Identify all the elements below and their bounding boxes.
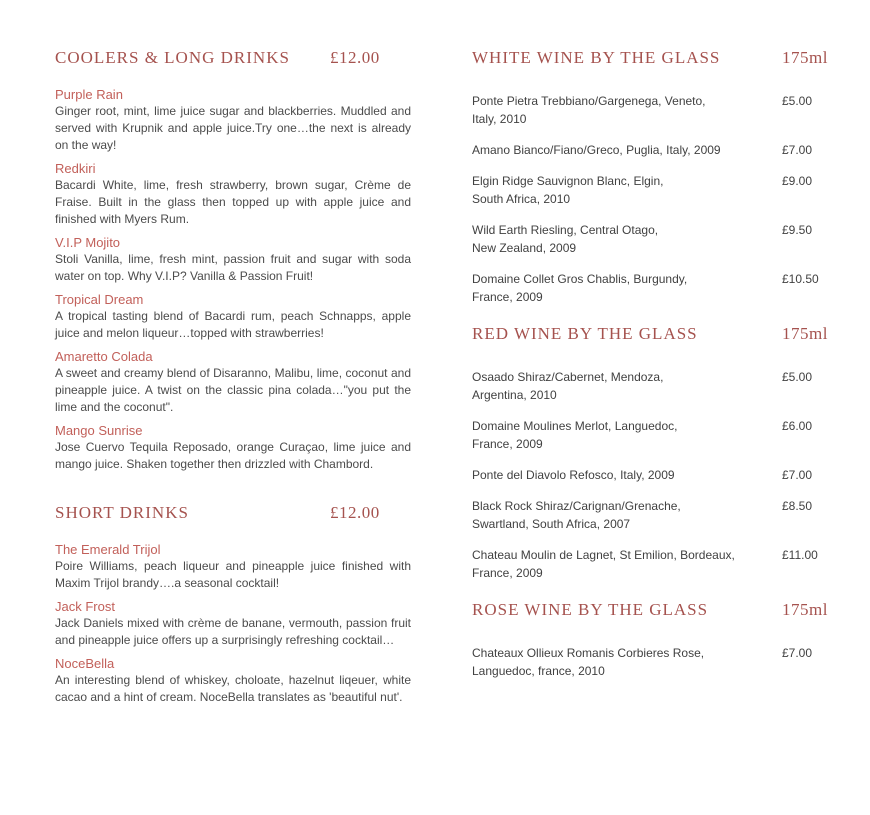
cocktail-description: Ginger root, mint, lime juice sugar and blackberries. Muddled and served with Krupnik and apple juice.Try one…the next is already on the way! [55, 104, 411, 152]
wine-price: £8.50 [782, 499, 813, 513]
cocktail-description: Poire Williams, peach liqueur and pineapple juice finished with Maxim Trijol brandy….a seasonal cocktail! [55, 559, 411, 590]
section-header [472, 600, 828, 620]
wine-name-line2: South Africa, 2010 [472, 192, 571, 206]
cocktail-description: Jose Cuervo Tequila Reposado, orange Curaçao, lime juice and mango juice. Shaken together then drizzled with Chambord. [55, 440, 411, 471]
cocktail-name: Jack Frost [55, 599, 115, 614]
glass-size-label: 175ml [782, 48, 828, 67]
cocktail-name: Amaretto Colada [55, 349, 153, 364]
wine-price: £7.00 [782, 468, 813, 482]
wine-price: £5.00 [782, 370, 813, 384]
wine-name-line1: Amano Bianco/Fiano/Greco, Puglia, Italy, 2009 [472, 143, 721, 157]
wine-name-line2: France, 2009 [472, 437, 543, 451]
wine-price: £6.00 [782, 419, 813, 433]
wine-name-line1: Ponte del Diavolo Refosco, Italy, 2009 [472, 468, 675, 482]
wine-row [472, 497, 822, 533]
wine-list [472, 92, 822, 306]
wine-name [472, 368, 782, 404]
wine-name [472, 497, 782, 533]
wine-name-line1: Osaado Shiraz/Cabernet, Mendoza, [472, 370, 664, 384]
wine-name-line2: Argentina, 2010 [472, 388, 557, 402]
cocktail-section [55, 48, 411, 473]
cocktail-item [55, 543, 411, 592]
section-title: ROSE WINE BY THE GLASS [472, 600, 709, 619]
wine-name-line2: France, 2009 [472, 566, 543, 580]
wine-row [472, 546, 822, 582]
glass-size-label: 175ml [782, 324, 828, 343]
section-header [55, 503, 411, 523]
wine-row [472, 92, 822, 128]
cocktail-section [55, 503, 411, 706]
wine-list [472, 644, 822, 680]
cocktail-item [55, 293, 411, 342]
wine-price: £10.50 [782, 272, 819, 286]
section-header [472, 48, 828, 68]
section-header [472, 324, 828, 344]
section-price: £12.00 [330, 503, 380, 522]
cocktail-description: Stoli Vanilla, lime, fresh mint, passion fruit and sugar with soda water on top. Why V.I.P? Vanilla & Passion Fruit! [55, 252, 411, 283]
cocktail-list [55, 88, 411, 473]
cocktail-name: Purple Rain [55, 87, 123, 102]
wine-name [472, 141, 782, 159]
wine-name-line2: Swartland, South Africa, 2007 [472, 517, 631, 531]
section-title: WHITE WINE BY THE GLASS [472, 48, 721, 67]
cocktail-name: Redkiri [55, 161, 96, 176]
wine-row [472, 172, 822, 208]
wine-name-line2: New Zealand, 2009 [472, 241, 577, 255]
cocktail-description: Bacardi White, lime, fresh strawberry, brown sugar, Crème de Fraise. Built in the glass then topped up with apple juice and finished with Myers Rum. [55, 178, 411, 226]
wine-name-line1: Domaine Moulines Merlot, Languedoc, [472, 419, 678, 433]
cocktail-description: Jack Daniels mixed with crème de banane, vermouth, passion fruit and pineapple juice offers up a surprisingly refreshing cocktail… [55, 616, 411, 647]
wine-price: £7.00 [782, 143, 813, 157]
cocktail-description: A tropical tasting blend of Bacardi rum, peach Schnapps, apple juice and melon liqueur…topped with strawberries! [55, 309, 411, 340]
cocktail-name: The Emerald Trijol [55, 542, 161, 557]
cocktail-name: Tropical Dream [55, 292, 144, 307]
cocktail-item [55, 236, 411, 285]
wine-price: £11.00 [782, 548, 818, 562]
wine-row [472, 221, 822, 257]
wine-list [472, 368, 822, 582]
wine-name-line1: Ponte Pietra Trebbiano/Gargenega, Veneto, [472, 94, 706, 108]
wine-price: £9.50 [782, 223, 813, 237]
wine-name-line1: Chateaux Ollieux Romanis Corbieres Rose, [472, 646, 705, 660]
wine-row [472, 270, 822, 306]
wine-price: £9.00 [782, 174, 813, 188]
wine-name [472, 270, 782, 306]
wine-section [472, 48, 828, 306]
wine-name-line2: Languedoc, france, 2010 [472, 664, 605, 678]
section-title: COOLERS & LONG DRINKS [55, 48, 290, 67]
wine-name-line1: Chateau Moulin de Lagnet, St Emilion, Bordeaux, [472, 548, 735, 562]
wine-row [472, 141, 822, 159]
section-price: £12.00 [330, 48, 380, 67]
wine-name-line1: Domaine Collet Gros Chablis, Burgundy, [472, 272, 688, 286]
wine-name-line1: Elgin Ridge Sauvignon Blanc, Elgin, [472, 174, 664, 188]
cocktail-description: An interesting blend of whiskey, choloate, hazelnut liqeuer, white cacao and a hint of cream. NoceBella translates as 'beautiful nut'. [55, 673, 411, 704]
wine-name-line2: Italy, 2010 [472, 112, 527, 126]
cocktail-item [55, 162, 411, 228]
wine-name [472, 92, 782, 128]
cocktail-name: Mango Sunrise [55, 423, 143, 438]
wine-name [472, 417, 782, 453]
wine-name [472, 466, 782, 484]
cocktail-item [55, 424, 411, 473]
cocktail-name: NoceBella [55, 656, 115, 671]
cocktail-item [55, 657, 411, 706]
wines-column [472, 48, 828, 693]
section-title: RED WINE BY THE GLASS [472, 324, 698, 343]
wine-section [472, 600, 828, 680]
glass-size-label: 175ml [782, 600, 828, 619]
wine-name [472, 644, 782, 680]
cocktail-name: V.I.P Mojito [55, 235, 121, 250]
section-title: SHORT DRINKS [55, 503, 189, 522]
wine-section [472, 324, 828, 582]
cocktail-item [55, 88, 411, 154]
cocktail-list [55, 543, 411, 706]
section-header [55, 48, 411, 68]
wine-row [472, 466, 822, 484]
wine-row [472, 368, 822, 404]
wine-name-line1: Wild Earth Riesling, Central Otago, [472, 223, 659, 237]
cocktail-description: A sweet and creamy blend of Disaranno, Malibu, lime, coconut and pineapple juice. A twist on the classic pina colada…"you put the lime and the coconut". [55, 366, 411, 414]
cocktails-column [55, 48, 411, 714]
wine-name [472, 172, 782, 208]
wine-row [472, 417, 822, 453]
cocktail-item [55, 600, 411, 649]
wine-price: £5.00 [782, 94, 813, 108]
wine-name [472, 221, 782, 257]
wine-row [472, 644, 822, 680]
wine-name [472, 546, 782, 582]
wine-name-line1: Black Rock Shiraz/Carignan/Grenache, [472, 499, 681, 513]
wine-name-line2: France, 2009 [472, 290, 543, 304]
wine-price: £7.00 [782, 646, 813, 660]
cocktail-item [55, 350, 411, 416]
